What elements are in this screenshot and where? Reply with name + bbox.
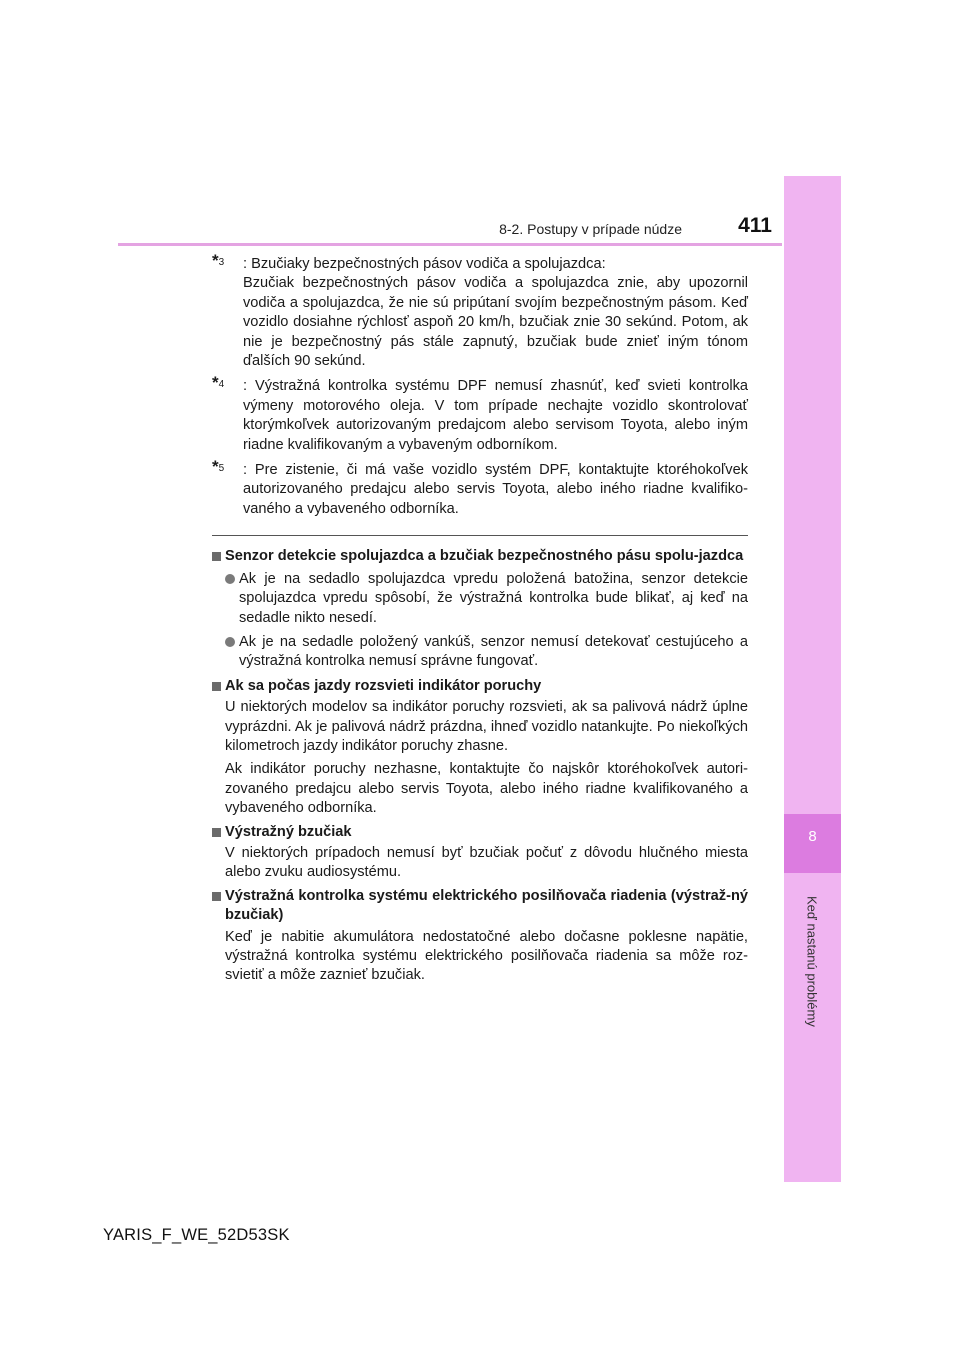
section-passenger-sensor xyxy=(212,547,748,671)
section-divider xyxy=(212,535,748,536)
footnote-4 xyxy=(212,373,748,455)
footnote-text: : Výstražná kontrolka systému DPF nemusí zhasnúť, keď svieti kontrolka výmeny motorového oleja. V tom prípade nechajte vozidlo skontrolovať ktorýmkoľvek autorizovaným predajcom alebo servisom Toyota, alebo iným riadne kvalifikovaným a vybaveným odborníkom. xyxy=(243,378,748,453)
section-heading: Výstražný bzučiak xyxy=(212,823,748,842)
round-bullet-icon xyxy=(225,637,235,647)
section-eps-warning xyxy=(212,887,748,986)
section-warning-buzzer xyxy=(212,823,748,883)
section-heading: Senzor detekcie spolujazdca a bzučiak bezpečnostného pásu spolu-jazdca xyxy=(212,547,748,566)
list-item: Ak je na sedadle položený vankúš, senzor nemusí detekovať cestujúceho a výstražná kontrolka nemusí správne fungovať. xyxy=(212,633,748,672)
footnote-title: : Bzučiaky bezpečnostných pásov vodiča a spolujazdca: xyxy=(243,256,606,272)
chapter-number: 8 xyxy=(808,828,817,845)
section-heading: Výstražná kontrolka systému elektrického posilňovača riadenia (výstraž-ný bzučiak) xyxy=(212,887,748,926)
footnote-3 xyxy=(212,251,748,371)
section-heading: Ak sa počas jazdy rozsvieti indikátor poruchy xyxy=(212,677,748,696)
chapter-side-tab[interactable] xyxy=(784,176,841,1182)
footnote-text: Bzučiak bezpečnostných pásov vodiča a spolujazdca znie, aby upozornil vodiča a spolujazdca, že nie sú pripútaní svojím bezpečnostným pásom. Keď vozidlo dosiahne rýchlosť aspoň 20 km/h, bzučiak znie 30 sekúnd. Potom, ak nie je bezpečnostný pás stále zapnutý, bzučiak bude znieť iným tónom ďalších 90 sekúnd. xyxy=(243,275,748,370)
footnote-marker: *$^5$ xyxy=(212,457,225,477)
square-bullet-icon xyxy=(212,552,221,561)
section-malfunction-indicator xyxy=(212,677,748,819)
footnote-text: : Pre zistenie, či má vaše vozidlo systém DPF, kontaktujte ktoréhokoľvek autorizovaného predajcu alebo servis Toyota, alebo iného riadne kvalifiko-vaného a vybaveného odborníka. xyxy=(243,462,748,517)
paragraph: U niektorých modelov sa indikátor poruchy rozsvieti, ak sa palivová nádrž úplne vyprázdni. Ak je palivová nádrž prázdna, ihneď vozidlo natankujte. Po niekoľkých kilometroch jazdy indikátor poruchy zhasne. xyxy=(225,699,748,754)
paragraph: Ak indikátor poruchy nezhasne, kontaktujte čo najskôr ktoréhokoľvek autori-zovaného predajcu alebo servis Toyota, alebo iného riadne kvalifikovaného a vybaveného odborníka. xyxy=(225,761,748,817)
header-rule xyxy=(118,243,782,246)
chapter-title: Keď nastanú problémy xyxy=(804,896,820,1027)
page-content xyxy=(212,251,748,990)
square-bullet-icon xyxy=(212,892,221,901)
square-bullet-icon xyxy=(212,682,221,691)
list-item: Ak je na sedadlo spolujazdca vpredu položená batožina, senzor detekcie spolujazdca vpredu spôsobí, že výstražná kontrolka bude blikať, aj keď na sedadle nikto nesedí. xyxy=(212,570,748,628)
paragraph: V niektorých prípadoch nemusí byť bzučiak počuť z dôvodu hlučného miesta alebo zvuku audiosystému. xyxy=(225,844,748,881)
document-code: YARIS_F_WE_52D53SK xyxy=(103,1226,290,1244)
square-bullet-icon xyxy=(212,828,221,837)
paragraph: Keď je nabitie akumulátora nedostatočné alebo dočasne poklesne napätie, výstražná kontrolka systému elektrického posilňovača riadenia sa môže roz-svietiť a môže zaznieť bzučiak. xyxy=(225,928,748,984)
round-bullet-icon xyxy=(225,574,235,584)
header-section-title: 8-2. Postupy v prípade núdze xyxy=(499,221,682,237)
footnote-marker: *$^4$ xyxy=(212,373,225,393)
page-number: 411 xyxy=(738,214,772,237)
footnote-marker: *$^3$ xyxy=(212,251,225,270)
footnote-5 xyxy=(212,457,748,519)
